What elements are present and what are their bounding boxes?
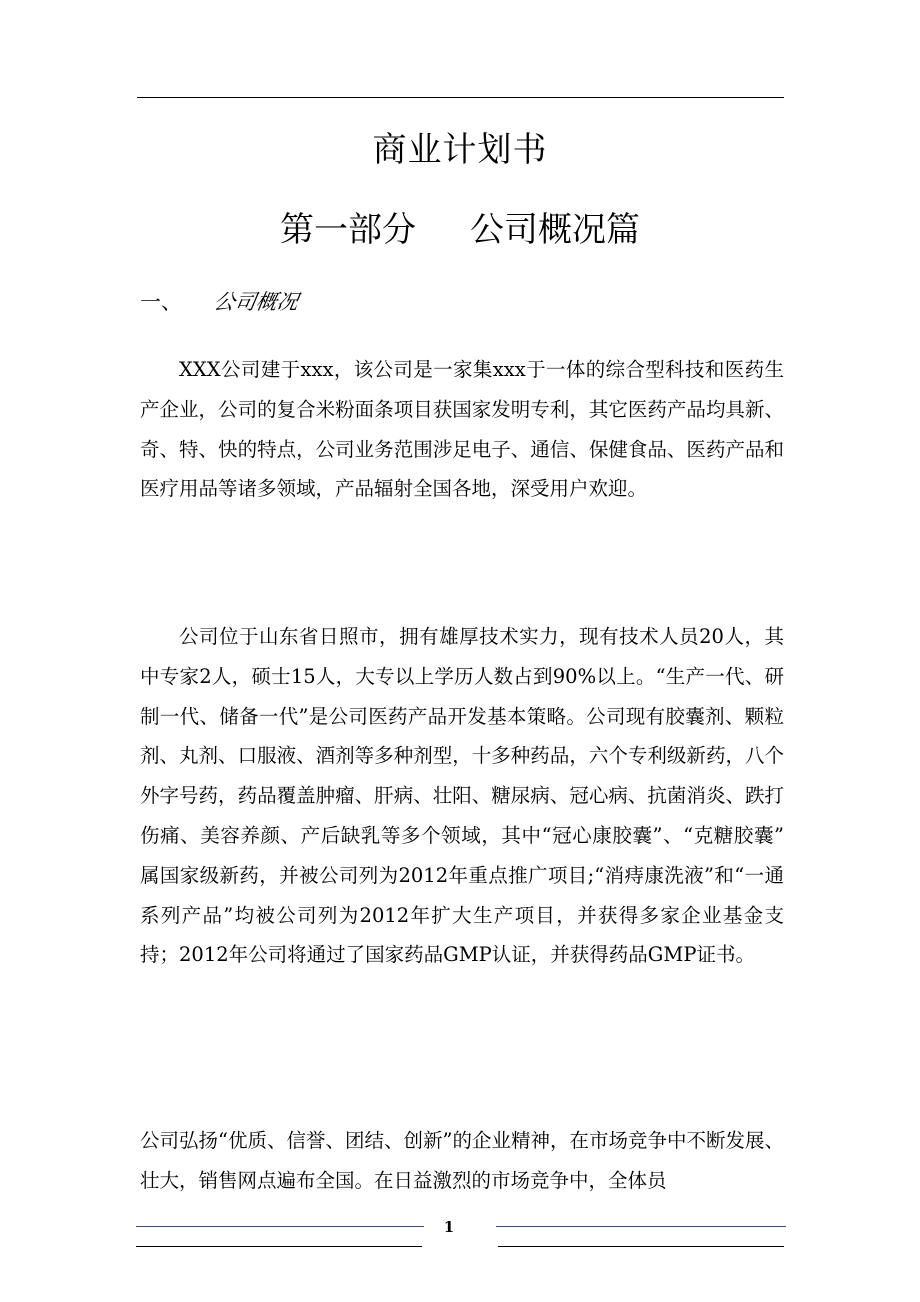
paragraph-company-spirit <box>140 1121 784 1201</box>
page-number: 1 <box>443 1218 455 1236</box>
paragraph-text: 公司位于山东省日照市，拥有雄厚技术实力，现有技术人员20人，其中专家2人，硕士15人，大专以上学历人数占到90%以上。“生产一代、研制一代、储备一代”是公司医药产品开发基本策略。公司现有胶囊剂、颗粒剂、丸剂、口服液、酒剂等多种剂型，十多种药品，六个专利级新药，八个外字号药，药品覆盖肿瘤、肝病、壮阳、糖尿病、冠心病、抗菌消炎、跌打伤痛、美容养颜、产后缺乳等多个领域，其中“冠心康胶囊”、“克糖胶囊” 属国家级新药，并被公司列为2012年重点推广项目;“消痔康洗液”和“一通系列产品”均被公司列为2012年扩大生产项目，并获得多家企业基金支持；2012年公司将通过了国家药品GMP认证，并获得药品GMP证书。 <box>140 625 784 967</box>
document-title: 商业计划书 <box>372 130 548 170</box>
paragraph-company-strength <box>140 617 784 975</box>
section-number: 一、 <box>140 290 182 314</box>
header-rule <box>137 97 784 98</box>
footer-rule-bottom-left <box>136 1246 422 1247</box>
paragraph-text: XXX公司建于xxx，该公司是一家集xxx于一体的综合型科技和医药生产企业，公司的复合米粉面条项目获国家发明专利，其它医药产品均具新、奇、特、快的特点，公司业务范围涉足电子、通信、保健食品、医药产品和医疗用品等诸多领域，产品辐射全国各地，深受用户欢迎。 <box>140 358 784 501</box>
section-label: 公司概况 <box>211 290 301 314</box>
footer-rule-top-left <box>136 1226 424 1227</box>
paragraph-company-intro <box>140 350 784 509</box>
footer-rule-bottom-right <box>498 1246 784 1247</box>
footer-rule-top-right <box>496 1226 786 1227</box>
part-title: 第一部分 公司概况篇 <box>279 210 641 250</box>
paragraph-text: 公司弘扬“优质、信誉、团结、创新”的企业精神，在市场竞争中不断发展、壮大，销售网点遍布全国。在日益激烈的市场竞争中，全体员 <box>140 1129 784 1192</box>
